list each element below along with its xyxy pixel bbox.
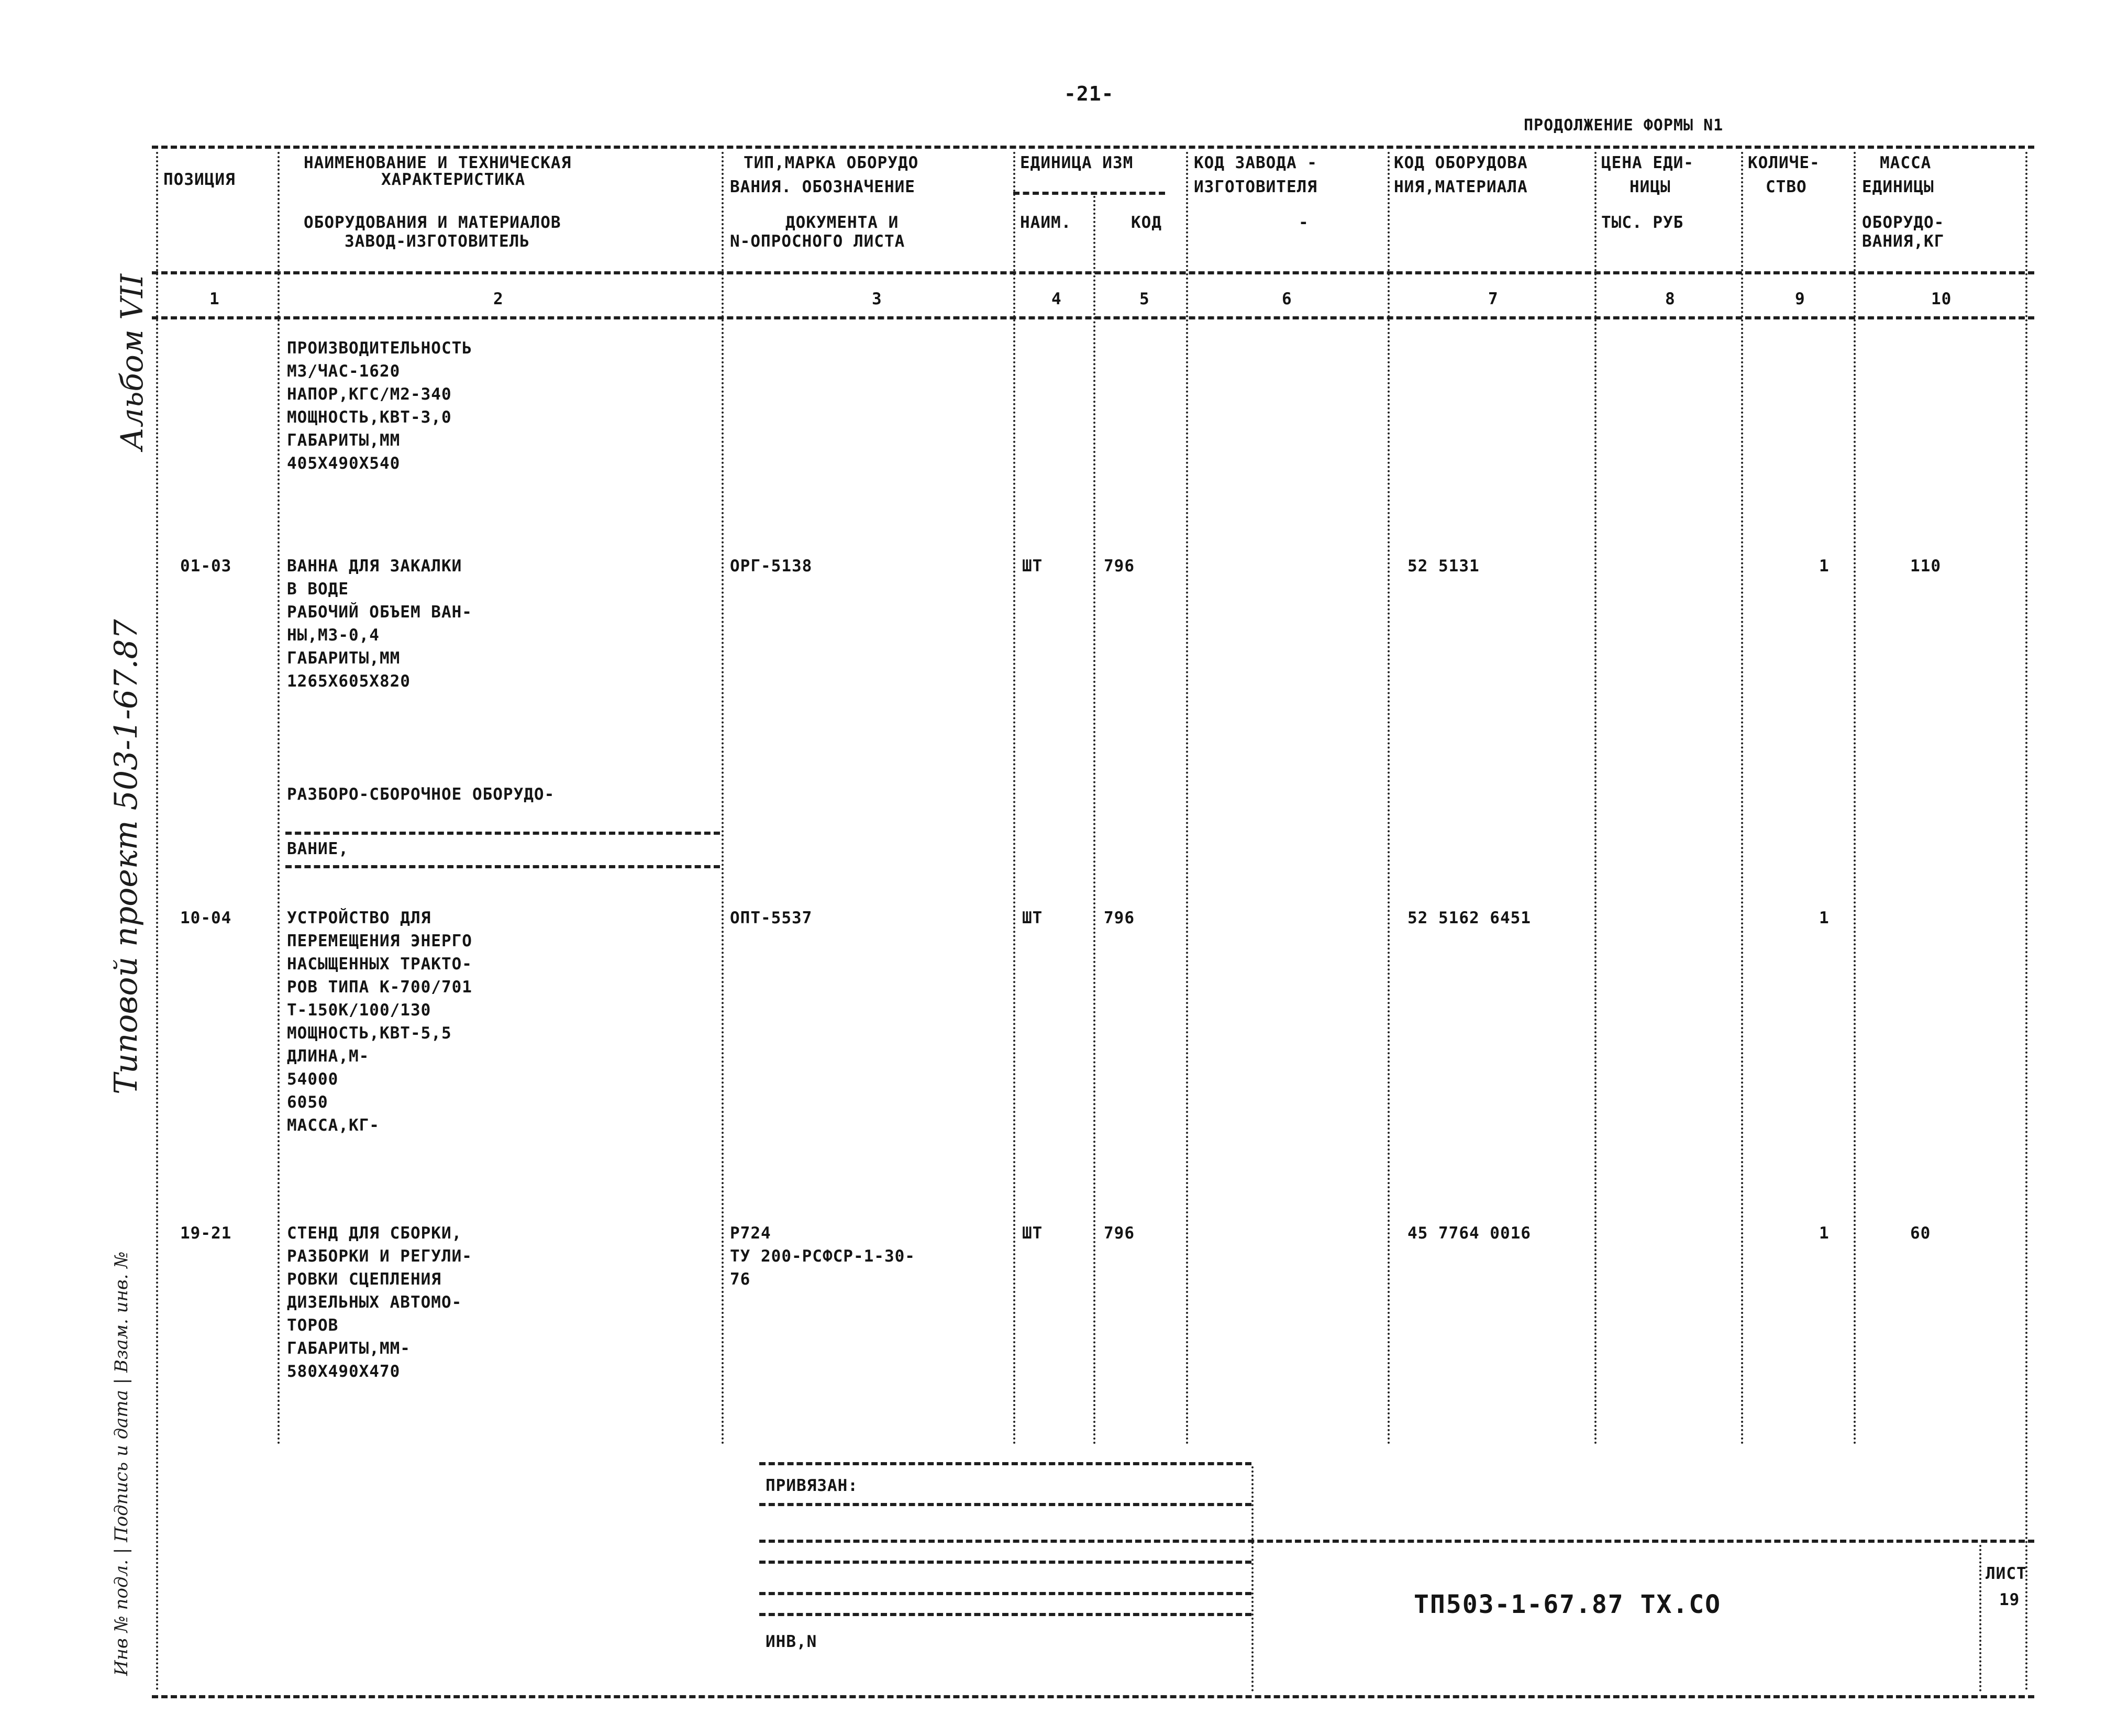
header-plant-code-line2: ИЗГОТОВИТЕЛЯ — [1194, 178, 1317, 196]
row3-name-line1: СТЕНД ДЛЯ СБОРКИ, — [287, 1224, 462, 1243]
row2-name-line10: МАССА,КГ- — [287, 1116, 380, 1135]
row0-name-line1: ПРОИЗВОДИТЕЛЬНОСТЬ — [287, 339, 472, 358]
header-equip-code-line1: КОД ОБОРУДОВА — [1394, 153, 1528, 172]
header-mass-line1: МАССА — [1880, 153, 1932, 172]
row1-qty: 1 — [1819, 557, 1830, 576]
section-heading-line2: ВАНИЕ, — [287, 839, 349, 858]
col-sep-1 — [278, 152, 280, 1445]
header-position: ПОЗИЦИЯ — [163, 170, 236, 189]
header-mass-line4: ВАНИЯ,КГ — [1862, 232, 1945, 251]
section-heading-line1: РАЗБОРО-СБОРОЧНОЕ ОБОРУДО- — [287, 785, 555, 804]
header-price-line3: ТЫС. РУБ — [1601, 213, 1684, 232]
row1-equip-code: 52 5131 — [1407, 557, 1480, 576]
row3-unit: ШТ — [1022, 1224, 1043, 1243]
header-price-line2: НИЦЫ — [1630, 178, 1671, 196]
header-unit-code: КОД — [1131, 213, 1162, 232]
row0-name-line4: МОЩНОСТЬ,КВТ-3,0 — [287, 408, 452, 427]
row1-name-line5: ГАБАРИТЫ,ММ — [287, 649, 401, 668]
stamp-rule-3 — [759, 1540, 2034, 1543]
col-number-3: 3 — [872, 290, 882, 308]
col-sep-6 — [1388, 152, 1390, 1445]
row1-name-line6: 1265Х605Х820 — [287, 672, 411, 691]
row2-qty: 1 — [1819, 909, 1830, 927]
col-number-8: 8 — [1665, 290, 1676, 308]
row1-name-line4: НЫ,М3-0,4 — [287, 626, 380, 645]
stamp-rule-6 — [759, 1613, 1251, 1616]
row2-name-line6: МОЩНОСТЬ,КВТ-5,5 — [287, 1024, 452, 1043]
col-sep-left — [156, 152, 158, 1691]
unit-header-divider — [1013, 192, 1165, 195]
row3-name-line4: ДИЗЕЛЬНЫХ АВТОМО- — [287, 1293, 462, 1312]
row0-name-line3: НАПОР,КГС/М2-340 — [287, 385, 452, 404]
section-heading-rule-bottom — [285, 865, 720, 868]
row2-name-line1: УСТРОЙСТВО ДЛЯ — [287, 909, 431, 927]
header-unit-name: НАИМ. — [1020, 213, 1072, 232]
header-unit: ЕДИНИЦА ИЗМ — [1020, 153, 1134, 172]
document-code: ТП503-1-67.87 ТХ.СО — [1414, 1590, 1722, 1619]
row3-mass: 60 — [1910, 1224, 1931, 1243]
col-sep-9 — [1854, 152, 1856, 1445]
header-type-line3: ДОКУМЕНТА И — [785, 213, 899, 232]
row2-position: 10-04 — [180, 909, 232, 927]
row3-position: 19-21 — [180, 1224, 232, 1243]
row1-name-line1: ВАННА ДЛЯ ЗАКАЛКИ — [287, 557, 462, 576]
col-number-1: 1 — [209, 290, 220, 308]
col-sep-2 — [722, 152, 724, 1445]
header-qty-line2: СТВО — [1766, 178, 1807, 196]
margin-album-label: Альбом VII — [114, 274, 150, 450]
table-top-border — [152, 146, 2034, 149]
row3-name-line7: 580Х490Х470 — [287, 1362, 401, 1381]
header-name-line4: ЗАВОД-ИЗГОТОВИТЕЛЬ — [345, 232, 530, 251]
col-number-6: 6 — [1282, 290, 1292, 308]
header-qty-line1: КОЛИЧЕ- — [1748, 153, 1820, 172]
row3-qty: 1 — [1819, 1224, 1830, 1243]
stamp-rule-2 — [759, 1503, 1251, 1506]
sheet-box-divider — [1979, 1545, 1981, 1691]
row0-name-line6: 405Х490Х540 — [287, 454, 401, 473]
row3-type-line3: 76 — [730, 1270, 751, 1289]
stamp-inv-label: ИНВ,N — [766, 1632, 817, 1651]
header-type-line4: N-ОПРОСНОГО ЛИСТА — [730, 232, 905, 251]
header-plant-code-dash: - — [1299, 213, 1309, 232]
col-sep-3 — [1013, 152, 1015, 1445]
form-continuation-label: ПРОДОЛЖЕНИЕ ФОРМЫ N1 — [1524, 116, 1724, 135]
row3-name-line3: РОВКИ СЦЕПЛЕНИЯ — [287, 1270, 441, 1289]
stamp-rule-1 — [759, 1462, 1251, 1465]
col-number-10: 10 — [1931, 290, 1952, 308]
row0-name-line5: ГАБАРИТЫ,ММ — [287, 431, 401, 450]
col-sep-5 — [1186, 152, 1188, 1445]
header-mass-line2: ЕДИНИЦЫ — [1862, 178, 1934, 196]
col-sep-7 — [1594, 152, 1597, 1445]
row2-name-line9: 6050 — [287, 1093, 328, 1112]
row2-unit-code: 796 — [1104, 909, 1135, 927]
row2-name-line8: 54000 — [287, 1070, 339, 1089]
row2-name-line4: РОВ ТИПА К-700/701 — [287, 978, 472, 997]
row2-name-line2: ПЕРЕМЕЩЕНИЯ ЭНЕРГО — [287, 932, 472, 950]
row2-equip-code: 52 5162 6451 — [1407, 909, 1531, 927]
row3-name-line2: РАЗБОРКИ И РЕГУЛИ- — [287, 1247, 472, 1266]
page-number: -21- — [1064, 82, 1114, 105]
header-type-line2: ВАНИЯ. ОБОЗНАЧЕНИЕ — [730, 178, 915, 196]
row2-unit: ШТ — [1022, 909, 1043, 927]
row3-equip-code: 45 7764 0016 — [1407, 1224, 1531, 1243]
col-sep-8 — [1741, 152, 1743, 1445]
col-sep-right — [2025, 152, 2027, 1691]
stamp-rule-5 — [759, 1592, 1251, 1595]
row3-name-line6: ГАБАРИТЫ,ММ- — [287, 1339, 411, 1358]
row1-position: 01-03 — [180, 557, 232, 576]
stamp-rule-4 — [759, 1561, 1251, 1564]
header-mass-line3: ОБОРУДО- — [1862, 213, 1945, 232]
header-price-line1: ЦЕНА ЕДИ- — [1601, 153, 1694, 172]
header-name-line3: ОБОРУДОВАНИЯ И МАТЕРИАЛОВ — [304, 213, 561, 232]
row3-unit-code: 796 — [1104, 1224, 1135, 1243]
row1-name-line3: РАБОЧИЙ ОБЪЕМ ВАН- — [287, 603, 472, 622]
col-sep-4 — [1093, 192, 1095, 1445]
row1-type: ОРГ-5138 — [730, 557, 813, 576]
header-type-line1: ТИП,МАРКА ОБОРУДО — [744, 153, 919, 172]
stamp-divider — [1251, 1466, 1254, 1691]
row3-name-line5: ТОРОВ — [287, 1316, 339, 1335]
row1-unit-code: 796 — [1104, 557, 1135, 576]
header-equip-code-line2: НИЯ,МАТЕРИАЛА — [1394, 178, 1528, 196]
margin-project-label: Типовой проект 503-1-67.87 — [108, 619, 145, 1094]
row2-name-line3: НАСЫЩЕННЫХ ТРАКТО- — [287, 955, 472, 974]
stamp-privyazan-label: ПРИВЯЗАН: — [766, 1476, 858, 1495]
col-number-9: 9 — [1795, 290, 1805, 308]
row0-name-line2: М3/ЧАС-1620 — [287, 362, 401, 381]
col-number-2: 2 — [493, 290, 504, 308]
col-number-4: 4 — [1051, 290, 1062, 308]
col-number-5: 5 — [1139, 290, 1150, 308]
row1-mass: 110 — [1910, 557, 1941, 576]
row2-name-line7: ДЛИНА,М- — [287, 1047, 370, 1066]
header-plant-code-line1: КОД ЗАВОДА - — [1194, 153, 1317, 172]
section-heading-rule-top — [285, 832, 720, 835]
table-bottom-border — [152, 1695, 2034, 1698]
col-number-7: 7 — [1488, 290, 1499, 308]
sheet-number: 19 — [1999, 1590, 2020, 1609]
row2-type: ОПТ-5537 — [730, 909, 813, 927]
row2-name-line5: Т-150К/100/130 — [287, 1001, 431, 1020]
row1-unit: ШТ — [1022, 557, 1043, 576]
row3-type-line2: ТУ 200-РСФСР-1-30- — [730, 1247, 915, 1266]
margin-inv-labels: Инв № подл. | Подпись и дата | Взам. инв. № — [111, 1251, 132, 1676]
header-name-line1: НАИМЕНОВАНИЕ И ТЕХНИЧЕСКАЯ — [304, 153, 572, 172]
row1-name-line2: В ВОДЕ — [287, 580, 349, 599]
header-name-line2: ХАРАКТЕРИСТИКА — [381, 170, 526, 189]
row3-type-line1: Р724 — [730, 1224, 771, 1243]
sheet-label: ЛИСТ — [1986, 1564, 2027, 1583]
